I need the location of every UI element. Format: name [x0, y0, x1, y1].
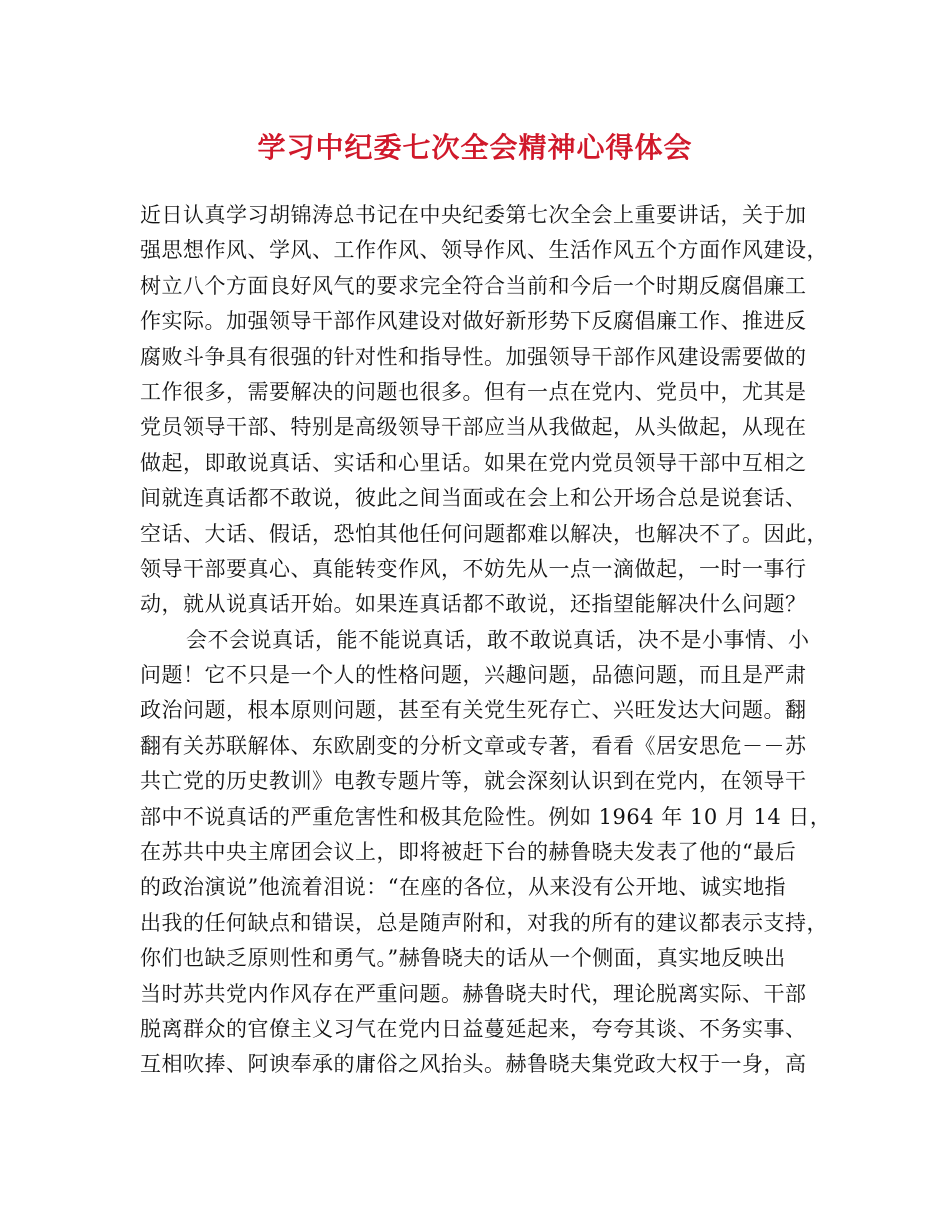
- document-title: 学习中纪委七次全会精神心得体会: [257, 131, 693, 164]
- text-line: 问题！它不只是一个人的性格问题，兴趣问题，品德问题，而且是严肃: [140, 663, 807, 688]
- paragraph-2: [140, 623, 830, 1083]
- text-line: 做起，即敢说真话、实话和心里话。如果在党内党员领导干部中互相之: [140, 450, 807, 475]
- text-line: 脱离群众的官僚主义习气在党内日益蔓延起来，夸夸其谈、不务实事、: [140, 1016, 807, 1041]
- text-line: 互相吹捧、阿谀奉承的庸俗之风抬头。赫鲁晓夫集党政大权于一身，高: [140, 1052, 807, 1077]
- text-line: 近日认真学习胡锦涛总书记在中央纪委第七次全会上重要讲话，关于加: [140, 203, 807, 227]
- text-line: 工作很多，需要解决的问题也很多。但有一点在党内、党员中，尤其是: [140, 379, 807, 404]
- text-line: 当时苏共党内作风存在严重问题。赫鲁晓夫时代，理论脱离实际、干部: [140, 981, 807, 1006]
- text-line: 间就连真话都不敢说，彼此之间当面或在会上和公开场合总是说套话、: [140, 486, 807, 511]
- text-line: 党员领导干部、特别是高级领导干部应当从我做起，从头做起，从现在: [140, 415, 807, 440]
- text-line: 作实际。加强领导干部作风建设对做好新形势下反腐倡廉工作、推进反: [140, 309, 807, 334]
- text-line: 出我的任何缺点和错误，总是随声附和，对我的所有的建议都表示支持，: [140, 910, 828, 935]
- text-line: 会不会说真话，能不能说真话，敢不敢说真话，决不是小事情、小: [186, 627, 810, 652]
- text-line: 领导干部要真心、真能转变作风，不妨先从一点一滴做起，一时一事行: [140, 556, 807, 581]
- text-line: 强思想作风、学风、工作作风、领导作风、生活作风五个方面作风建设，: [140, 238, 828, 263]
- text-line: 共亡党的历史教训》电教专题片等，就会深刻认识到在党内，在领导干: [140, 769, 807, 794]
- text-line: 在苏共中央主席团会议上，即将被赶下台的赫鲁晓夫发表了他的“最后: [140, 840, 797, 865]
- text-line: 树立八个方面良好风气的要求完全符合当前和今后一个时期反腐倡廉工: [140, 273, 807, 298]
- text-line: 政治问题，根本原则问题，甚至有关党生死存亡、兴旺发达大问题。翻: [140, 698, 807, 723]
- text-line: 空话、大话、假话，恐怕其他任何问题都难以解决，也解决不了。因此，: [140, 521, 828, 546]
- text-line: 你们也缺乏原则性和勇气。”赫鲁晓夫的话从一个侧面，真实地反映出: [140, 946, 786, 971]
- text-line: 腐败斗争具有很强的针对性和指导性。加强领导干部作风建设需要做的: [140, 344, 807, 369]
- document-body: [140, 198, 830, 1083]
- text-line: 部中不说真话的严重危害性和极其危险性。例如 1964 年 10 月 14 日，: [140, 804, 832, 829]
- text-line: 翻有关苏联解体、东欧剧变的分析文章或专著，看看《居安思危－－苏: [140, 733, 807, 758]
- text-line: 动，就从说真话开始。如果连真话都不敢说，还指望能解决什么问题？: [140, 592, 807, 617]
- paragraph-1: [140, 198, 830, 623]
- text-line: 的政治演说”他流着泪说：“在座的各位，从来没有公开地、诚实地指: [140, 875, 786, 900]
